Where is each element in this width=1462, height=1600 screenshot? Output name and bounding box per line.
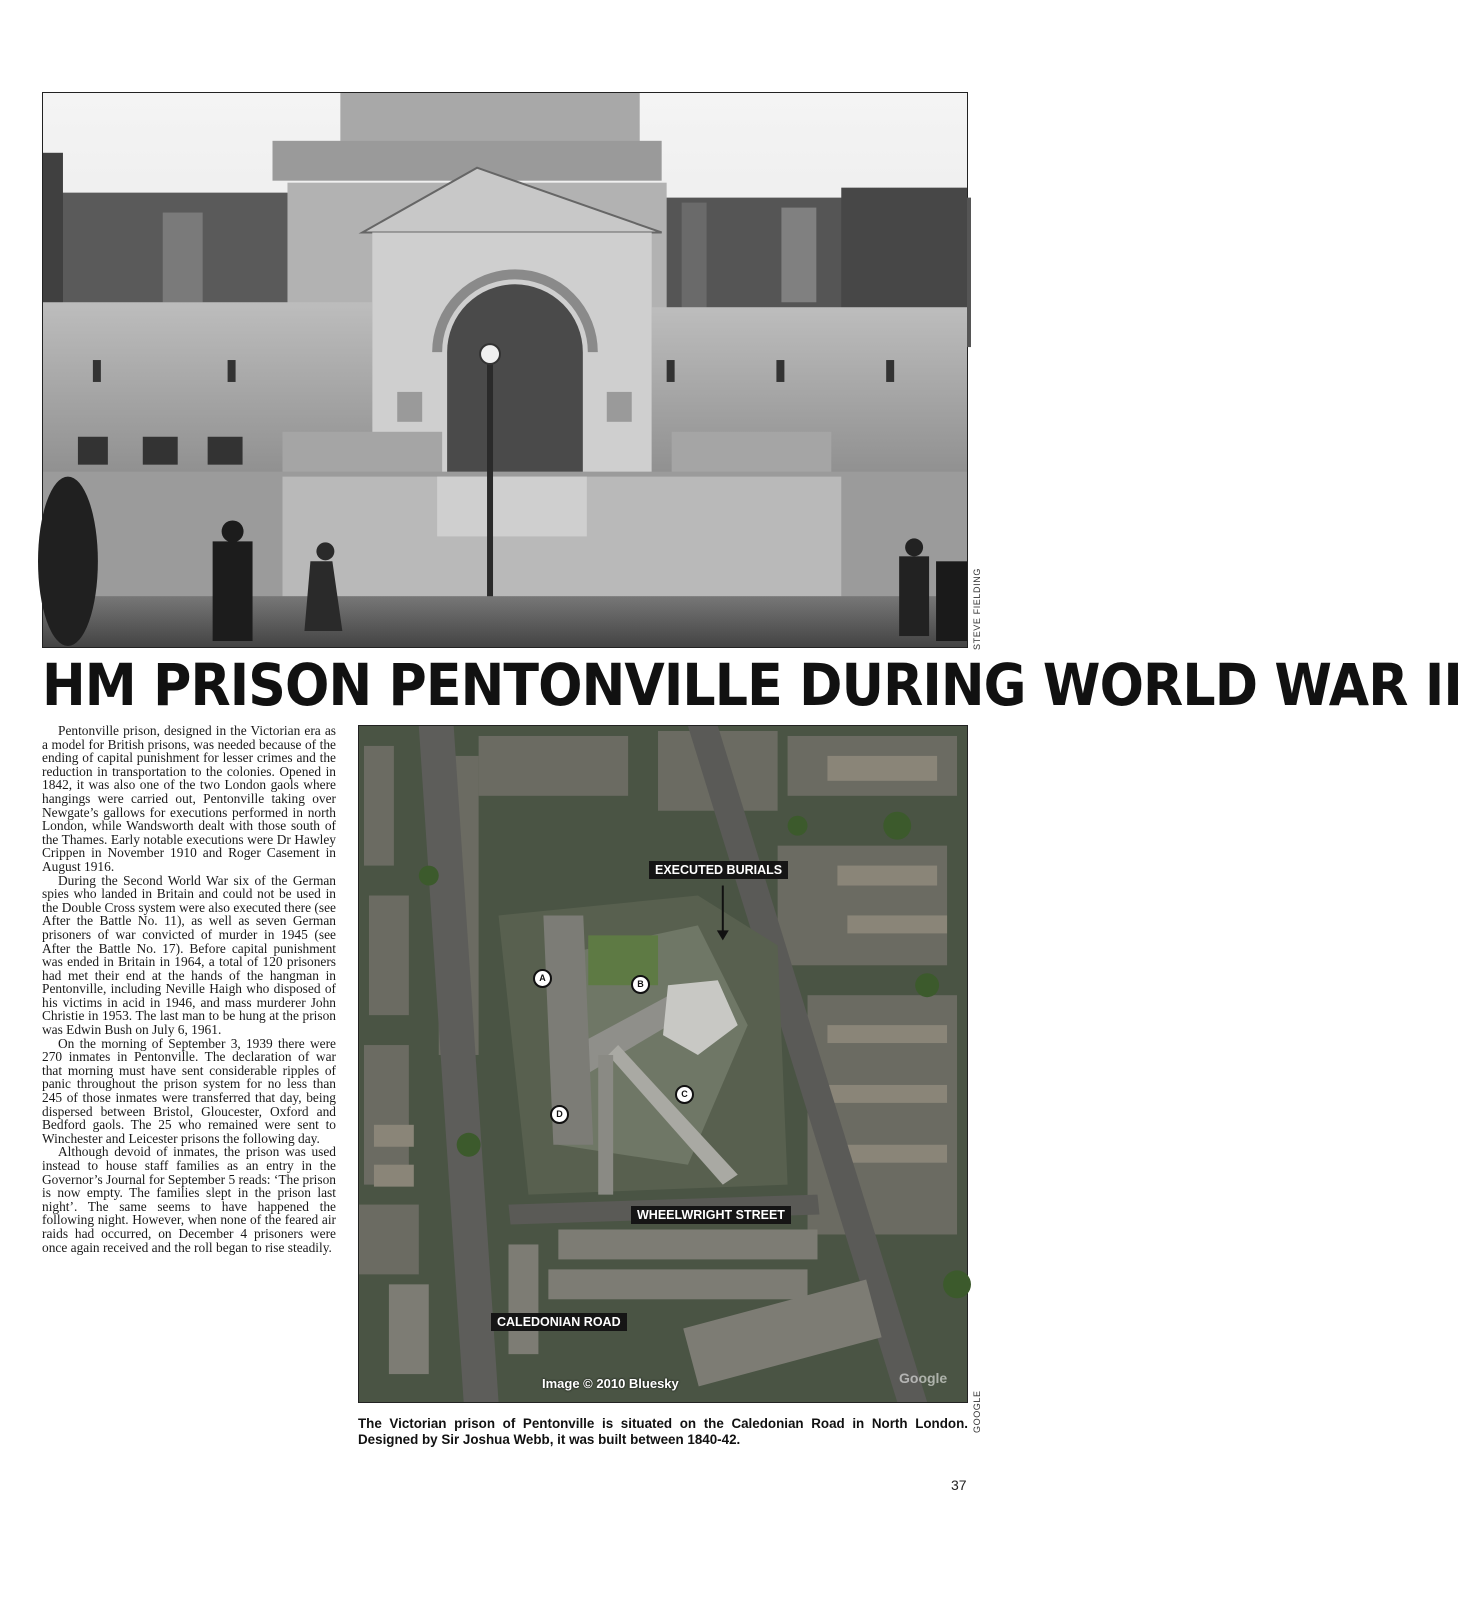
aerial-map	[358, 725, 968, 1403]
map-label-caledonian-road: CALEDONIAN ROAD	[491, 1313, 627, 1331]
headline: HM PRISON PENTONVILLE DURING WORLD WAR II	[42, 651, 1462, 719]
paragraph: During the Second World War six of the German spies who landed in Britain and could not be used in the Double Cross system were also executed there (see After the Battle No. 11), as well as seven German prisoners of war convicted of murder in 1945 (see After the Battle No. 17). Before capital punishment was ended in Britain in 1964, a total of 120 prisoners had met their end at the hands of the hangman in Pentonville, including Neville Haigh who disposed of his victims in acid in 1946, and mass murderer John Christie in 1953. The last man to be hung at the prison was Edwin Bush on July 6, 1961.	[42, 872, 336, 1038]
map-marker-a: A	[533, 969, 552, 988]
map-image-copyright: Image © 2010 Bluesky	[542, 1376, 679, 1391]
paragraph: Although devoid of inmates, the prison was used instead to house staff families as an entry in the Governor’s Journal for September 5 reads: ‘The prison is now empty. The families slept in the prison last night’. The same seems to have happened the following night. However, when none of the feared air raids had occurred, on December 4 prisoners were once again received and the roll began to rise steadily.	[42, 1144, 336, 1255]
photo-credit-map: GOOGLE	[972, 1390, 982, 1433]
map-label-wheelwright-street: WHEELWRIGHT STREET	[631, 1206, 791, 1224]
page-number: 37	[951, 1477, 967, 1493]
map-watermark: Google	[899, 1370, 948, 1386]
map-label-executed-burials: EXECUTED BURIALS	[649, 861, 788, 879]
aerial-map-image	[359, 726, 967, 1402]
map-caption: The Victorian prison of Pentonville is situated on the Caledonian Road in North London. Designed by Sir Joshua Webb, it was built between 1840-42.	[358, 1416, 968, 1447]
photo-credit-top: STEVE FIELDING	[972, 568, 982, 650]
paragraph: Pentonville prison, designed in the Victorian era as a model for British prisons, was needed because of the ending of capital punishment for lesser crimes and the reduction in transportation to the colonies. Opened in 1842, it was also one of the two London gaols where hangings were carried out, Pentonville taking over Newgate’s gallows for executions performed in north London, while Wandsworth dealt with those south of the Thames. Early notable executions were Dr Hawley Crippen in November 1910 and Roger Casement in August 1916.	[42, 723, 336, 874]
prison-gate-illustration	[43, 93, 967, 647]
article-body	[42, 724, 336, 1254]
paragraph: On the morning of September 3, 1939 there were 270 inmates in Pentonville. The declaration of war that morning must have sent considerable ripples of panic throughout the prison system for no less than 245 of those inmates were transferred that day, being dispersed between Bristol, Gloucester, Oxford and Bedford gaols. The 25 who remained were sent to Winchester and Leicester prisons the following day.	[42, 1035, 336, 1146]
map-marker-d: D	[550, 1105, 569, 1124]
map-marker-b: B	[631, 975, 650, 994]
prison-gate-photo	[42, 92, 968, 648]
map-marker-c: C	[675, 1085, 694, 1104]
